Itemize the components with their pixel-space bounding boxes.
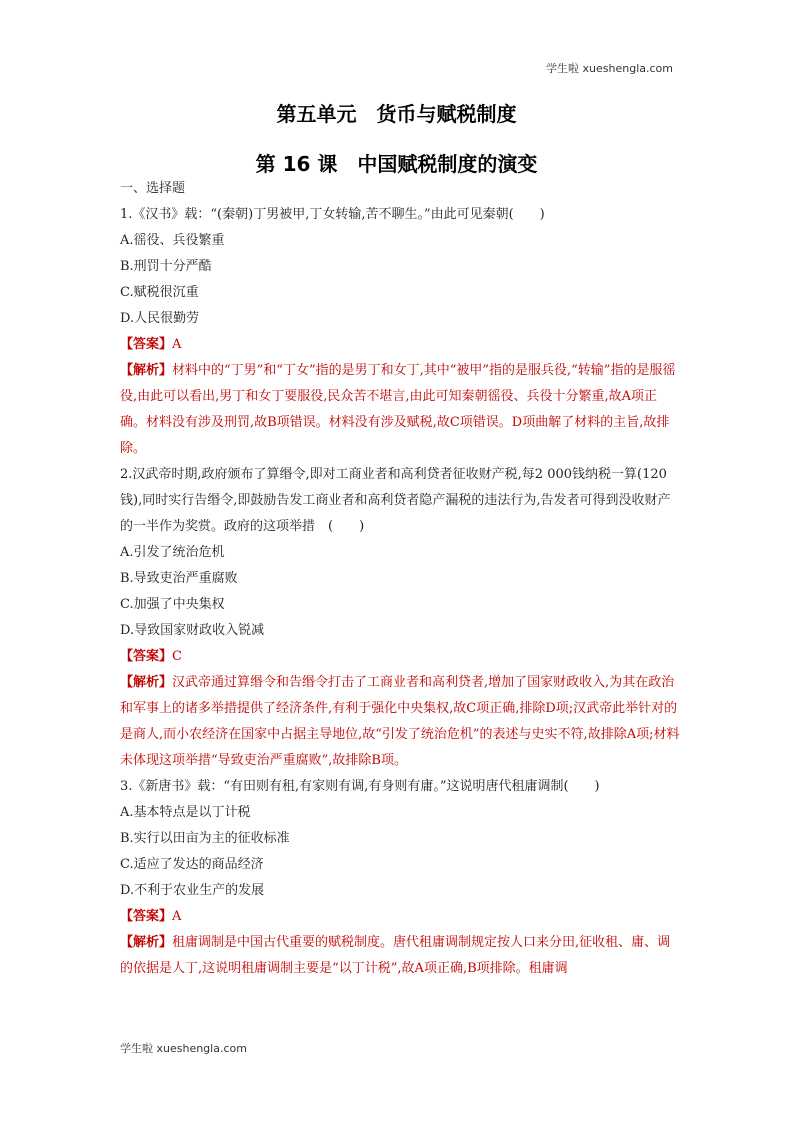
answer-line: [120, 644, 680, 670]
analysis-text: 租庸调制是中国古代重要的赋税制度。唐代租庸调制规定按人口来分田,征收租、庸、调的依据是人丁,这说明租庸调制主要是“以丁计税”,故A项正确,B项排除。租庸调: [120, 935, 671, 976]
section-heading: 一、选择题: [120, 181, 186, 196]
option: A.徭役、兵役繁重: [120, 233, 225, 248]
analysis: [120, 670, 680, 774]
option: A.引发了统治危机: [120, 545, 225, 560]
question-stem: 3.《新唐书》载：“有田则有租,有家则有调,有身则有庸。”这说明唐代租庸调制( ): [120, 779, 600, 794]
option: D.导致国家财政收入锐减: [120, 623, 265, 638]
answer-value: A: [172, 337, 182, 352]
answer-line: [120, 332, 680, 358]
answer-value: A: [172, 909, 182, 924]
question-stem: 2.汉武帝时期,政府颁布了算缗令,即对工商业者和高利贷者征收财产税,每2 000钱纳税一算(120钱),同时实行告缗令,即鼓励告发工商业者和高利贷者隐产漏税的违法行为,告发者可得到没收财产的一半作为奖赏。政府的这项举措 ( ): [120, 467, 671, 534]
answer-line: [120, 904, 680, 930]
answer-tag: 【答案】: [120, 337, 173, 352]
analysis-tag: 【解析】: [120, 675, 173, 690]
question-stem: 1.《汉书》载：“(秦朝)丁男被甲,丁女转输,苦不聊生。”由此可见秦朝( ): [120, 207, 545, 222]
answer-value: C: [172, 649, 182, 664]
analysis-text: 材料中的“丁男”和“丁女”指的是男丁和女丁,其中“被甲”指的是服兵役,“转输”指的是服徭役,由此可以看出,男丁和女丁要服役,民众苦不堪言,由此可知秦朝徭役、兵役十分繁重,故A项正确。材料没有涉及刑罚,故B项错误。材料没有涉及赋税,故C项错误。D项曲解了材料的主旨,故排除。: [120, 363, 676, 456]
option: C.适应了发达的商品经济: [120, 857, 264, 872]
analysis-tag: 【解析】: [120, 935, 173, 950]
option: A.基本特点是以丁计税: [120, 805, 251, 820]
analysis: [120, 930, 680, 982]
option: B.导致吏治严重腐败: [120, 571, 238, 586]
content: [120, 176, 680, 982]
analysis-tag: 【解析】: [120, 363, 173, 378]
footer-site: 学生啦 xueshengla.com: [120, 1042, 247, 1055]
answer-tag: 【答案】: [120, 909, 173, 924]
unit-title: 第五单元 货币与赋税制度: [276, 102, 517, 126]
option: B.实行以田亩为主的征收标准: [120, 831, 290, 846]
option: B.刑罚十分严酷: [120, 259, 212, 274]
option: C.加强了中央集权: [120, 597, 225, 612]
option: D.不利于农业生产的发展: [120, 883, 265, 898]
option: D.人民很勤劳: [120, 311, 200, 326]
option: C.赋税很沉重: [120, 285, 199, 300]
lesson-title: 第 16 课 中国赋税制度的演变: [255, 152, 538, 176]
analysis: [120, 358, 680, 462]
analysis-text: 汉武帝通过算缗令和告缗令打击了工商业者和高利贷者,增加了国家财政收入,为其在政治和军事上的诸多举措提供了经济条件,有利于强化中央集权,故C项正确,排除D项;汉武帝此举针对的是商人,而小农经济在国家中占据主导地位,故“引发了统治危机”的表述与史实不符,故排除A项;材料未体现这项举措“导致吏治严重腐败”,故排除B项。: [120, 675, 680, 768]
header-site: 学生啦 xueshengla.com: [546, 62, 673, 75]
answer-tag: 【答案】: [120, 649, 173, 664]
